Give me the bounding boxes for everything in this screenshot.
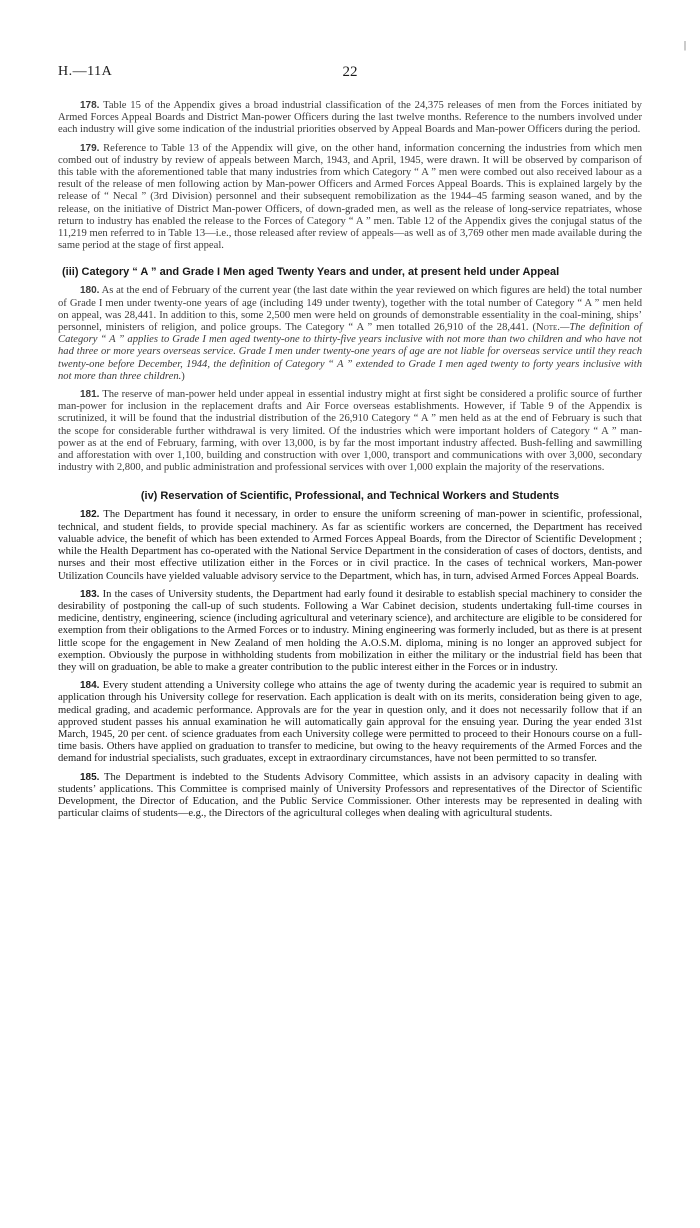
paragraph-text: The Department is indebted to the Students Advisory Committee, which assists in an advisory capacity in dealing with students’ applications. This Committee is comprised mainly of University Professors and representatives of the Director of Scientific Development, the Director of Education, and the Public Service Commissioner. Other interests may be represented in dealing with particular claims of students—e.g., the Directors of the agricultural colleges when dealing with agricultural students. — [58, 771, 642, 820]
paragraph-text: The Department has found it necessary, in order to ensure the uniform screening of man-power in scientific, professional, technical, and student fields, to provide special machinery. As far as scientific workers are concerned, the Department has received valuable advice, the benefit of which has been extended to Armed Forces Appeal Boards, from the Director of Scientific Development ; while the Health Department has co-operated with the National Service Department in the consideration of cases of doctors, dentists, and nurses and their most effective utilization either in the Forces or in civil practice. In the cases of technical workers, Man-power Utilization Councils have yielded valuable advisory service to the Department, which has, in turn, advised Armed Forces Appeal Boards. — [58, 509, 642, 582]
page-number: 22 — [342, 64, 358, 80]
paragraph-number: 178. — [80, 100, 100, 111]
section-heading-iii: (iii) Category “ A ” and Grade I Men aged Twenty Years and under, at present held under Appeal — [62, 266, 560, 279]
paragraph-180 — [58, 285, 642, 383]
paragraph-number: 179. — [80, 142, 100, 154]
paragraph-number: 183. — [80, 588, 100, 600]
paragraph-number: 185. — [80, 771, 100, 783]
section-heading-iv: (iv) Reservation of Scientific, Professional, and Technical Workers and Students — [140, 490, 560, 503]
paragraph-text: In the cases of University students, the Department had early found it desirable to establish special machinery to consider the desirability of postponing the call-up of such students. Following a War Cabinet decision, students undertaking full-time courses in medicine, dentistry, engineering, science (including agricultural and veterinary science), and architecture are eligible to be considered for exemption from their obligations to the Armed Forces or to industry. Mining engineering was formerly included, but as there is at present little scope for the engagement in New Zealand of men holding the A.O.S.M. diploma, mining is no longer an approved subject for exemption. Obviously the purpose in withholding students from mobilization in either the military or the industrial field has been that they will on graduation, be able to make a greater contribution to the public interest either in the Forces or in industry. — [58, 588, 642, 673]
paragraph-number: 181. — [80, 389, 100, 401]
note-close: ) — [181, 370, 185, 382]
document-code: H.—11A — [58, 64, 113, 79]
document-body — [58, 100, 642, 826]
paragraph-number: 180. — [80, 285, 100, 297]
paragraph-number: 184. — [80, 680, 100, 692]
paragraph-179 — [58, 143, 642, 253]
paragraph-183 — [58, 589, 642, 674]
note-text: —The definition of Category “ A ” applies to Grade I men aged twenty-one to thirty-five years inclusive with not more than two children and who have not had three or more years overseas service. Grade I men under twenty-one years of age are not liable for overseas service until they reach twenty-one before December, 1944, the definition of Category “ A ” extended to Grade I men aged twenty to forty years inclusive with not more than three children. — [58, 322, 643, 382]
paragraph-text: Reference to Table 13 of the Appendix will give, on the other hand, information concerning the industries from which men combed out of industry by review of appeals between March, 1943, and April, 1945, were drawn. It will be observed by comparison of this table with the aforementioned table that many industries from which Category “ A ” men were combed out also received labour as a result of the release of men following action by Man-power Officers and Armed Forces Appeal Boards. This is explained largely by the release of “ Necal ” (3rd Division) personnel and their subsequent remobilization as the 1944–45 farming season waned, and by the release, on the initiative of District Man-power Officers, of down-graded men, as well as the release of long-service repatriates, whose return to industry has enabled the release to the Forces of Category “ A ” men. Table 12 of the Appendix gives the conjugal status of the 11,219 men referred to in Table 13—i.e., those released after review of appeals—as well as of 3,769 other men made available during the same period at the stage of first appeal. — [58, 142, 642, 252]
paragraph-184 — [58, 680, 642, 765]
paragraph-number: 182. — [80, 509, 100, 521]
paragraph-181 — [58, 389, 642, 474]
paragraph-text: Table 15 of the Appendix gives a broad industrial classification of the 24,375 releases of men from the Forces initiated by Armed Forces Appeal Boards and District Man-power Officers during the last twelve months. Reference to the numbers involved under each industry will give some indication of the industrial priorities observed by Appeal Boards and Man-power Officers during the period. — [58, 100, 642, 136]
paragraph-text: As at the end of February of the current year (the last date within the year reviewed on which figures are held) the total number of Grade I men under twenty-one years of age (including 149 under twenty), together with the total number of Category “ A ” men held on appeal, was 28,441. In addition to this, some 2,500 men were held on grounds of demonstrable essentiality in the coal-mining, ships’ personnel, ministers of religion, and police groups. The Category “ A ” men totalled 26,910 of the 28,441. ( — [58, 285, 642, 334]
paragraph-185 — [58, 772, 642, 821]
paragraph-178 — [58, 100, 642, 137]
page-header — [58, 64, 642, 84]
margin-mark: | — [684, 40, 687, 51]
note-label: Note. — [536, 322, 560, 334]
paragraph-text: The reserve of man-power held under appeal in essential industry might at first sight be considered a prolific source of further man-power for inclusion in the replacement drafts and Air Force overseas establishments. However, if Table 9 of the Appendix is scrutinized, it will be found that the industrial distribution of the 26,910 Category “ A ” men held as at the end of February is such that the scope for considerable further withdrawal is very limited. Of the industries which were important holders of Category “ A ” man-power as at the end of February, farming, with over 13,000, is by far the most important industry affected. Bush-felling and sawmilling and afforestation with over 1,100, building and construction with over 1,000, transport and communications with over 3,000, secondary industry with 2,800, and public administration and professional services with over 1,000 explain the majority of the reservations. — [58, 389, 642, 474]
paragraph-text: Every student attending a University college who attains the age of twenty during the academic year is required to submit an application through his University college for reservation. Each application is dealt with on its merits, consideration being given to age, medical grading, and academic performance. Approvals are for the year in question only, and it does not necessarily follow that if an approved student passes his annual examination he will automatically gain approval for the ensuing year. During the year ended 31st March, 1945, 20 per cent. of science graduates from each University college were permitted to proceed to their Honours course on a full-time basis. Others have applied on graduation to transfer to medicine, but owing to the heavy requirements of the Armed Forces and the demand for industrial specialists, such graduates, except in extraordinary circumstances, have not been permitted to so transfer. — [58, 680, 642, 765]
paragraph-182 — [58, 509, 642, 582]
